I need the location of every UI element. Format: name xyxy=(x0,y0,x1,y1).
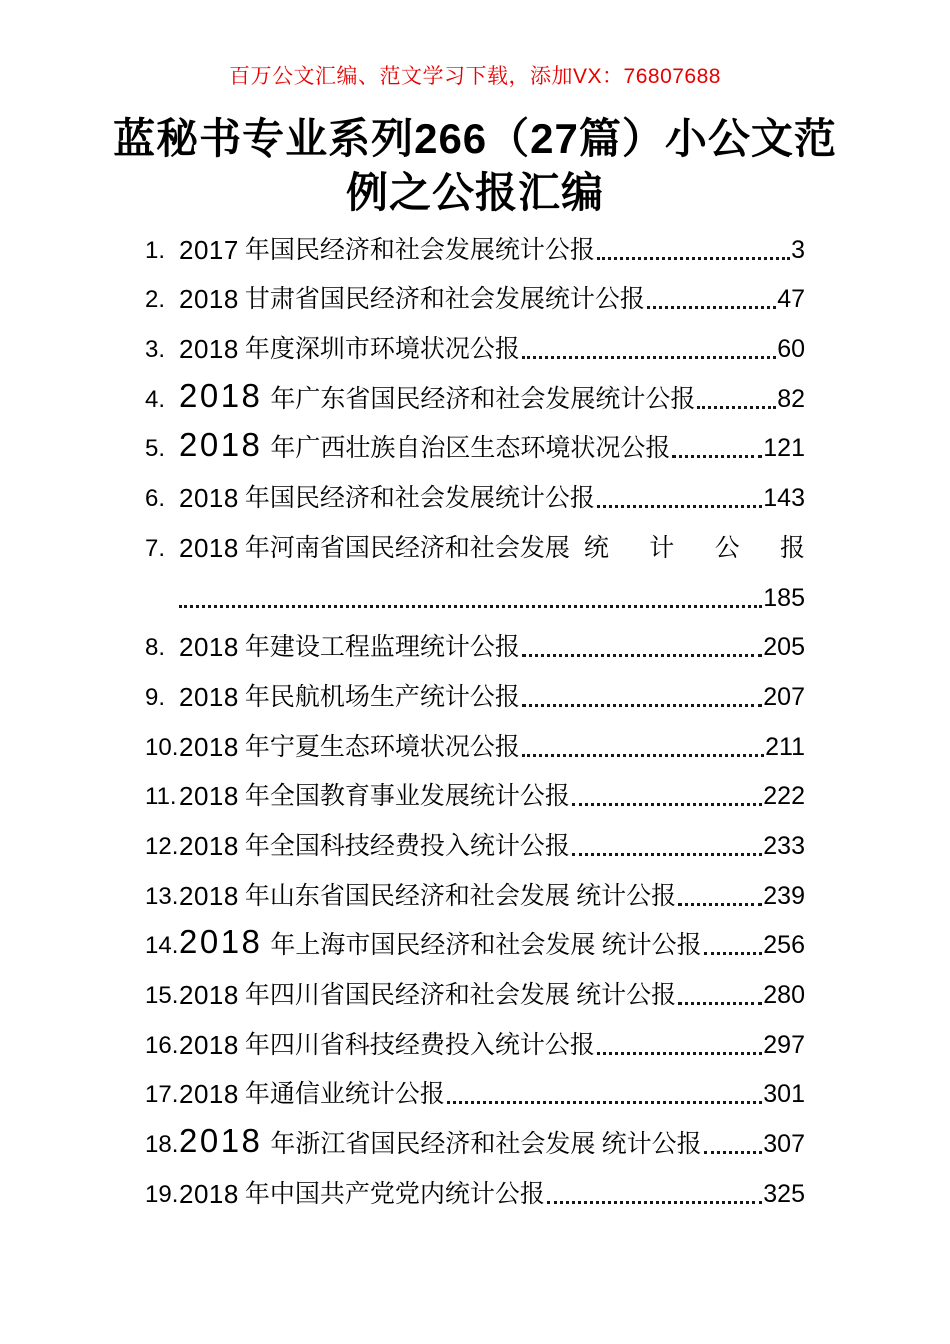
toc-item-year: 2018 xyxy=(179,1178,239,1209)
toc-item-year: 2018 xyxy=(179,980,239,1010)
toc-item-page: 280 xyxy=(763,981,805,1009)
toc-item[interactable] xyxy=(145,222,805,272)
toc-item-text: 年建设工程监理统计公报 xyxy=(244,634,520,662)
toc-item-text: 年国民经济和社会发展统计公报 xyxy=(244,236,595,264)
toc-item[interactable] xyxy=(145,818,805,868)
toc-item-text: 年上海市国民经济和社会发展 统计公报 xyxy=(270,932,702,960)
toc-item-page: 47 xyxy=(777,285,805,314)
toc-item-number: 7. xyxy=(145,534,166,562)
toc-item-year: 2018 xyxy=(179,781,239,812)
toc-item-text: 年度深圳市环境状况公报 xyxy=(244,336,520,364)
toc-item-text: 年四川省国民经济和社会发展 统计公报 xyxy=(244,982,677,1009)
toc-item[interactable] xyxy=(145,1116,805,1166)
toc-item-text: 年浙江省国民经济和社会发展 统计公报 xyxy=(270,1131,702,1159)
toc-item-year: 2018 xyxy=(179,334,239,365)
toc-item[interactable] xyxy=(145,520,805,570)
toc-leader-dots xyxy=(597,505,762,508)
toc-item-page: 222 xyxy=(763,782,805,811)
toc-item[interactable] xyxy=(145,421,805,471)
toc-item-page: 301 xyxy=(763,1080,805,1109)
page-title xyxy=(0,112,950,220)
toc-item-number: 4. xyxy=(145,385,166,413)
toc-item-page: 325 xyxy=(763,1179,805,1208)
toc-item-tail xyxy=(584,536,805,561)
toc-leader-dots xyxy=(179,605,762,608)
toc-leader-dots xyxy=(522,356,776,359)
toc-item-year: 2018 xyxy=(179,426,263,464)
toc-item-page: 205 xyxy=(763,633,805,662)
toc-item-year: 2018 xyxy=(179,284,239,315)
toc-item-page: 121 xyxy=(763,434,805,463)
toc-item-page: 211 xyxy=(765,732,805,761)
toc-item-tail-char: 公 xyxy=(714,534,740,562)
toc-item-text: 甘肃省国民经济和社会发展统计公报 xyxy=(244,286,645,314)
toc-item[interactable] xyxy=(145,1166,805,1216)
toc-leader-dots xyxy=(697,406,776,409)
toc-item-number: 3. xyxy=(145,336,166,364)
toc-item-page: 307 xyxy=(763,1130,805,1159)
toc-leader-dots xyxy=(447,1101,762,1104)
toc-item-year: 2017 xyxy=(179,234,239,265)
toc-item-number: 5. xyxy=(145,435,166,463)
toc-item-number: 2. xyxy=(145,286,166,314)
toc-item-year: 2018 xyxy=(179,880,239,911)
page-title-line-2: 例之公报汇编 xyxy=(345,169,604,216)
toc-leader-dots xyxy=(597,1052,762,1055)
page-title-line-1: 蓝秘书专业系列266（27篇）小公文范 xyxy=(113,115,837,162)
toc-item-number: 16. xyxy=(145,1031,179,1059)
toc-item-continuation[interactable] xyxy=(145,570,805,620)
toc-item-year: 2018 xyxy=(179,731,239,762)
toc-item-text: 年民航机场生产统计公报 xyxy=(244,683,520,711)
toc-leader-dots xyxy=(522,754,764,757)
toc xyxy=(145,222,805,1216)
toc-item-text: 年通信业统计公报 xyxy=(244,1081,445,1109)
toc-item-text: 年河南省国民经济和社会发展 xyxy=(244,534,570,562)
toc-leader-dots xyxy=(572,803,762,806)
toc-leader-dots xyxy=(597,257,790,260)
toc-item[interactable] xyxy=(145,620,805,670)
toc-item-number: 18. xyxy=(145,1131,179,1159)
toc-item-page: 207 xyxy=(763,682,805,711)
toc-item-number: 10. xyxy=(145,733,179,761)
toc-item-text: 年四川省科技经费投入统计公报 xyxy=(244,1031,595,1059)
toc-item-number: 11. xyxy=(145,783,177,811)
toc-item-page: 3 xyxy=(791,235,805,264)
toc-item[interactable] xyxy=(145,918,805,968)
toc-item-number: 17. xyxy=(145,1081,179,1109)
toc-item-tail-char: 计 xyxy=(649,534,675,562)
toc-item-text: 年中国共产党党内统计公报 xyxy=(244,1180,545,1208)
toc-item-page: 185 xyxy=(763,583,805,612)
toc-item-text: 年广西壮族自治区生态环境状况公报 xyxy=(270,435,671,463)
toc-item-page: 60 xyxy=(777,335,805,364)
toc-item-number: 1. xyxy=(145,236,166,264)
toc-leader-dots xyxy=(647,306,776,309)
toc-item-year: 2018 xyxy=(179,923,263,961)
toc-item[interactable] xyxy=(145,868,805,918)
toc-item-year: 2018 xyxy=(179,1029,239,1060)
toc-item-text: 年全国科技经费投入统计公报 xyxy=(244,832,570,860)
toc-item-page: 239 xyxy=(763,881,805,910)
toc-item[interactable] xyxy=(145,371,805,421)
toc-item[interactable] xyxy=(145,967,805,1017)
toc-item-number: 9. xyxy=(145,683,166,711)
toc-item-year: 2018 xyxy=(179,483,239,514)
toc-item[interactable] xyxy=(145,669,805,719)
toc-item-year: 2018 xyxy=(179,681,239,712)
toc-leader-dots xyxy=(704,1151,763,1154)
toc-item-number: 12. xyxy=(145,832,179,860)
toc-item[interactable] xyxy=(145,321,805,371)
toc-item-number: 15. xyxy=(145,982,179,1009)
toc-item-number: 13. xyxy=(145,882,179,910)
toc-leader-dots xyxy=(547,1201,762,1204)
toc-leader-dots xyxy=(522,704,762,707)
toc-leader-dots xyxy=(672,455,762,458)
toc-item-page: 256 xyxy=(763,931,805,960)
toc-item-year: 2018 xyxy=(179,376,263,414)
toc-item-text: 年广东省国民经济和社会发展统计公报 xyxy=(270,385,696,413)
toc-item-text: 年全国教育事业发展统计公报 xyxy=(244,783,570,811)
toc-leader-dots xyxy=(522,654,762,657)
toc-item[interactable] xyxy=(145,719,805,769)
toc-leader-dots xyxy=(678,1002,762,1005)
toc-item-year: 2018 xyxy=(179,830,239,861)
toc-item[interactable] xyxy=(145,470,805,520)
toc-leader-dots xyxy=(572,853,762,856)
toc-item-tail-char: 统 xyxy=(583,534,609,562)
toc-item[interactable] xyxy=(145,1067,805,1117)
toc-item-year: 2018 xyxy=(179,1122,263,1160)
toc-item[interactable] xyxy=(145,1017,805,1067)
toc-item-year: 2018 xyxy=(179,532,239,563)
toc-item-number: 19. xyxy=(145,1180,179,1208)
toc-item-number: 6. xyxy=(145,485,166,513)
toc-item-text: 年宁夏生态环境状况公报 xyxy=(244,733,520,761)
toc-item[interactable] xyxy=(145,272,805,322)
toc-item[interactable] xyxy=(145,769,805,819)
toc-item-number: 14. xyxy=(145,932,179,960)
toc-item-year: 2018 xyxy=(179,632,239,663)
toc-leader-dots xyxy=(678,903,762,906)
toc-item-page: 82 xyxy=(777,384,805,413)
toc-item-year: 2018 xyxy=(179,1079,239,1110)
toc-item-page: 233 xyxy=(763,831,805,860)
toc-item-number: 8. xyxy=(145,634,166,662)
toc-item-text: 年国民经济和社会发展统计公报 xyxy=(244,485,595,513)
toc-leader-dots xyxy=(704,952,763,955)
toc-item-page: 143 xyxy=(763,484,805,513)
toc-item-page: 297 xyxy=(763,1030,805,1059)
toc-item-tail-char: 报 xyxy=(779,534,805,562)
promo-banner: 百万公文汇编、范文学习下载，添加VX：76807688 xyxy=(229,65,721,88)
toc-item-text: 年山东省国民经济和社会发展 统计公报 xyxy=(244,882,677,910)
